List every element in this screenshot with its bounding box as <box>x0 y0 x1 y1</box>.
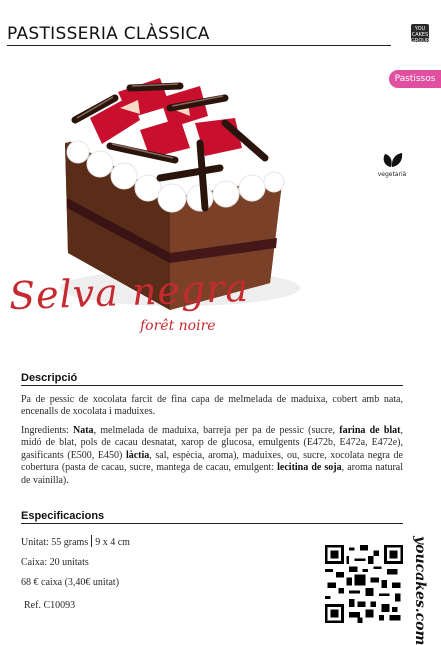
description-text: Pa de pessic de xocolata farcit de fina capa de melmelada de maduixa, cobert amb nata, encenalls de xocolata i maduixes. <box>21 394 403 418</box>
spec-box: Caixa: 20 unitats <box>21 557 89 568</box>
header-rule <box>7 45 391 46</box>
ingredient-text: , aroma natural de vainilla). <box>21 462 404 486</box>
specs-rule <box>21 523 403 524</box>
product-name: Selva negra <box>8 265 250 319</box>
spec-price: 68 € caixa (3,40€ unitat) <box>21 577 120 588</box>
spec-unit-size: 9 x 4 cm <box>95 537 130 548</box>
brand-logo-line: YOU <box>414 26 426 32</box>
ingredient-allergen: Nata <box>73 425 94 436</box>
brand-logo-line: CAKES <box>411 32 429 38</box>
page-title: PASTISSERIA CLÀSSICA <box>7 24 210 44</box>
spec-separator <box>91 535 92 547</box>
ingredient-allergen: lecitina de soja <box>277 462 342 474</box>
spec-unit-weight: Unitat: 55 grams <box>21 537 89 548</box>
specs-title: Especificacions <box>21 510 105 522</box>
ingredient-allergen: làctia <box>125 449 150 461</box>
vegetarian-badge <box>375 152 409 178</box>
ingredient-text: , melmelada de maduixa, barreja per pa de pessic (sucre, <box>93 425 340 436</box>
ingredient-allergen: farina de blat <box>339 425 401 436</box>
qr-code[interactable] <box>325 545 403 623</box>
description-rule <box>21 385 403 386</box>
brand-logo-line: GROUP <box>411 38 429 44</box>
spec-ref: Ref. C10093 <box>24 600 76 611</box>
leaf-icon <box>381 152 403 168</box>
brand-logo <box>411 24 429 42</box>
ingredient-text: , midó de blat, pols de cacau desnatat, xarop de glucosa, emulgents (E472b, E472a, E472e), gasificants (E500, E450) <box>21 425 404 461</box>
product-subname: forêt noire <box>140 318 216 334</box>
ingredient-text: , sal, espècia, aroma), maduixes, ou, sucre, xocolata negra de cobertura (pasta de cacau, sucre, mantega de cacau, emulgent: <box>21 449 403 474</box>
category-tag: Pastissos <box>389 70 441 88</box>
vegetarian-label: vegetarià <box>377 171 407 178</box>
site-url[interactable]: youcakes.com <box>412 536 428 645</box>
description-title: Descripció <box>21 372 78 384</box>
spec-unit <box>21 535 130 548</box>
ingredient-text: Ingredients: <box>21 425 73 436</box>
ingredients-text <box>21 425 403 487</box>
